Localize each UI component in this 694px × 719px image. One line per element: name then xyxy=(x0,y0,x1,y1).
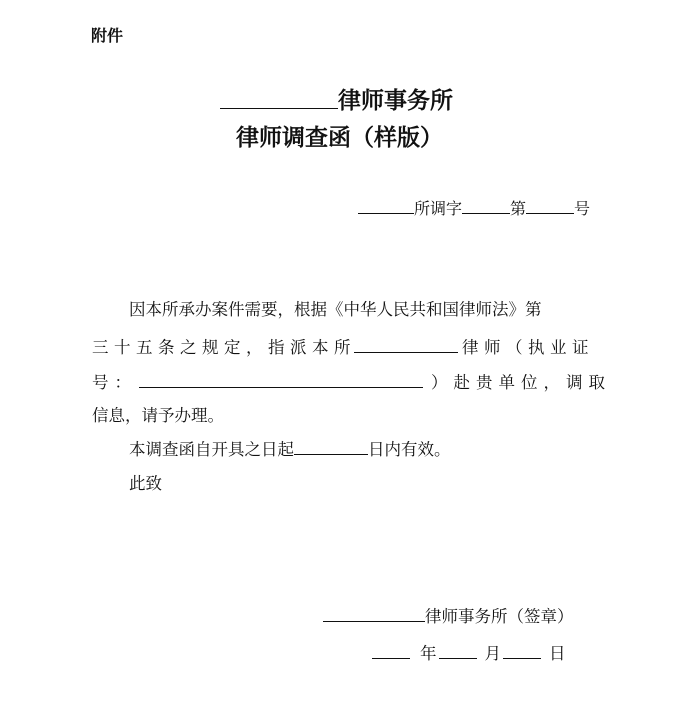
body-line-3 xyxy=(92,369,611,393)
doc-number-label-2: 第 xyxy=(510,199,527,218)
doc-number-label-3: 号 xyxy=(574,199,591,218)
validity-days-blank xyxy=(294,453,368,455)
signature-firm-blank xyxy=(323,620,425,622)
date-year: 年 xyxy=(420,644,437,663)
body-line-3b: ）赴贵单位，调取 xyxy=(431,373,611,392)
body-line-2 xyxy=(92,334,594,358)
doc-number-blank-1 xyxy=(358,212,414,214)
lawyer-name-blank xyxy=(354,351,458,353)
body-line-3a: 号： xyxy=(92,373,137,392)
title-firm-suffix: 律师事务所 xyxy=(338,88,453,114)
signature-line xyxy=(323,603,574,627)
attachment-label: 附件 xyxy=(91,26,124,45)
body-line-5a: 本调查函自开具之日起 xyxy=(129,440,294,459)
date-day: 日 xyxy=(549,644,566,663)
year-blank xyxy=(372,657,410,659)
day-blank xyxy=(503,657,541,659)
date-month: 月 xyxy=(484,644,501,663)
letter-title: 律师调查函（样版） xyxy=(236,125,443,151)
date-line xyxy=(372,640,566,664)
body-line-5 xyxy=(129,436,451,460)
month-blank xyxy=(439,657,477,659)
body-line-2a: 三十五条之规定，指派本所 xyxy=(92,338,356,357)
body-line-4: 信息，请予办理。 xyxy=(92,406,224,425)
license-number-blank xyxy=(139,386,423,388)
doc-number-blank-2 xyxy=(462,212,510,214)
body-line-5b: 日内有效。 xyxy=(368,440,451,459)
title-firm-line xyxy=(220,85,453,115)
firm-name-blank xyxy=(220,107,338,109)
body-line-6: 此致 xyxy=(129,474,162,493)
doc-number-blank-3 xyxy=(526,212,574,214)
document-number-line xyxy=(358,196,590,219)
body-line-1: 因本所承办案件需要，根据《中华人民共和国律师法》第 xyxy=(129,300,542,319)
signature-firm-seal: 律师事务所（签章） xyxy=(425,607,574,626)
body-line-2b: 律师（执业证 xyxy=(462,338,594,357)
doc-number-label-1: 所调字 xyxy=(414,199,463,218)
